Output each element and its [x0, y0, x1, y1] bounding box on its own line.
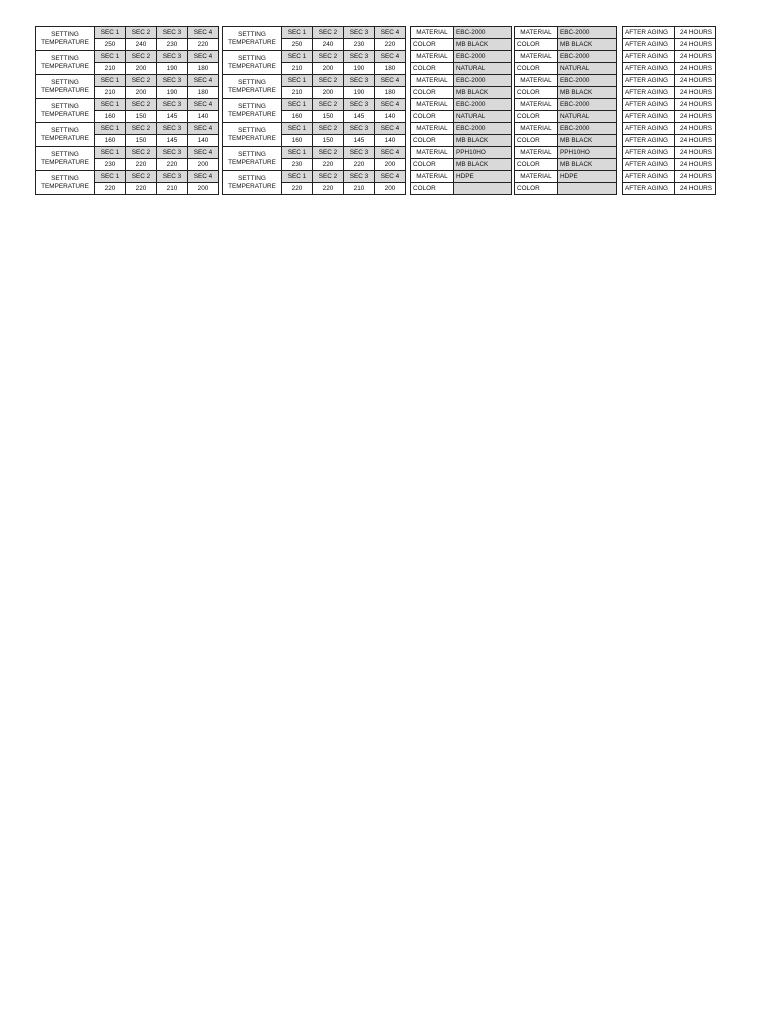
- sec-1-header: SEC 1: [95, 27, 126, 39]
- sec-4-header: SEC 4: [375, 27, 406, 39]
- sec-2-header: SEC 2: [126, 27, 157, 39]
- material-label: MATERIAL: [515, 171, 558, 183]
- sec-1-temp: 230: [95, 159, 126, 171]
- sec-2-temp: 220: [313, 183, 344, 195]
- color-label: COLOR: [411, 63, 454, 75]
- setting-temperature-table-b: [222, 170, 405, 193]
- after-aging-label: AFTER AGING: [623, 159, 675, 171]
- sec-4-header: SEC 4: [188, 147, 219, 159]
- after-aging-label: AFTER AGING: [623, 171, 675, 183]
- sec-4-header: SEC 4: [188, 123, 219, 135]
- setting-temperature-label: SETTING TEMPERATURE: [223, 171, 282, 195]
- material-label: MATERIAL: [515, 51, 558, 63]
- setting-temperature-label: SETTING TEMPERATURE: [223, 123, 282, 147]
- color-value: MB BLACK: [454, 39, 512, 51]
- after-aging-table: [622, 50, 716, 73]
- material-label: MATERIAL: [411, 51, 454, 63]
- sec-1-header: SEC 1: [282, 171, 313, 183]
- sec-1-temp: 250: [282, 39, 313, 51]
- after-aging-label: AFTER AGING: [623, 63, 675, 75]
- color-label: COLOR: [411, 87, 454, 99]
- material-table-b: [514, 26, 617, 49]
- sec-4-temp: 220: [375, 39, 406, 51]
- setting-temperature-table-a: [35, 50, 218, 73]
- sec-1-header: SEC 1: [282, 99, 313, 111]
- sec-4-header: SEC 4: [188, 99, 219, 111]
- sec-3-header: SEC 3: [344, 27, 375, 39]
- sec-1-temp: 160: [95, 135, 126, 147]
- sec-3-temp: 230: [157, 39, 188, 51]
- material-value: EBC-2000: [454, 123, 512, 135]
- aging-hours: 24 HOURS: [675, 171, 716, 183]
- material-value: PPH10HO: [558, 147, 617, 159]
- setting-temperature-label: SETTING TEMPERATURE: [223, 147, 282, 171]
- aging-hours: 24 HOURS: [675, 63, 716, 75]
- sec-4-temp: 140: [188, 135, 219, 147]
- setting-temperature-label: SETTING TEMPERATURE: [36, 99, 95, 123]
- aging-hours: 24 HOURS: [675, 51, 716, 63]
- after-aging-label: AFTER AGING: [623, 183, 675, 195]
- sec-2-temp: 200: [313, 87, 344, 99]
- sec-1-header: SEC 1: [282, 75, 313, 87]
- material-value: EBC-2000: [454, 27, 512, 39]
- setting-temperature-table-a: [35, 122, 218, 145]
- after-aging-table: [622, 26, 716, 49]
- sec-3-temp: 220: [157, 159, 188, 171]
- sec-1-header: SEC 1: [95, 171, 126, 183]
- sec-2-header: SEC 2: [126, 123, 157, 135]
- process-settings-sheet: [35, 26, 716, 194]
- after-aging-label: AFTER AGING: [623, 39, 675, 51]
- sec-3-header: SEC 3: [344, 123, 375, 135]
- sec-1-temp: 250: [95, 39, 126, 51]
- after-aging-label: AFTER AGING: [623, 135, 675, 147]
- color-value: MB BLACK: [558, 39, 617, 51]
- sec-3-temp: 190: [157, 63, 188, 75]
- after-aging-label: AFTER AGING: [623, 87, 675, 99]
- sec-1-temp: 160: [95, 111, 126, 123]
- material-label: MATERIAL: [411, 171, 454, 183]
- material-value: EBC-2000: [558, 27, 617, 39]
- material-label: MATERIAL: [411, 99, 454, 111]
- material-table-b: [514, 74, 617, 97]
- sec-1-header: SEC 1: [282, 51, 313, 63]
- aging-hours: 24 HOURS: [675, 75, 716, 87]
- color-label: COLOR: [515, 63, 558, 75]
- sec-4-temp: 200: [188, 159, 219, 171]
- color-label: COLOR: [411, 135, 454, 147]
- aging-hours: 24 HOURS: [675, 87, 716, 99]
- color-label: COLOR: [515, 135, 558, 147]
- material-label: MATERIAL: [515, 99, 558, 111]
- sec-2-temp: 240: [313, 39, 344, 51]
- sec-1-header: SEC 1: [95, 123, 126, 135]
- sec-3-temp: 145: [157, 111, 188, 123]
- after-aging-label: AFTER AGING: [623, 123, 675, 135]
- aging-hours: 24 HOURS: [675, 27, 716, 39]
- material-table-a: [410, 50, 512, 73]
- material-table-a: [410, 170, 512, 193]
- sec-4-header: SEC 4: [188, 75, 219, 87]
- setting-temperature-table-a: [35, 170, 218, 193]
- sec-1-temp: 160: [282, 135, 313, 147]
- color-value: NATURAL: [558, 111, 617, 123]
- sec-3-temp: 145: [344, 111, 375, 123]
- material-table-b: [514, 122, 617, 145]
- sec-2-header: SEC 2: [313, 123, 344, 135]
- setting-temperature-label: SETTING TEMPERATURE: [36, 147, 95, 171]
- sec-3-temp: 190: [344, 87, 375, 99]
- sec-1-header: SEC 1: [95, 147, 126, 159]
- sec-3-header: SEC 3: [157, 75, 188, 87]
- sec-3-header: SEC 3: [344, 147, 375, 159]
- sec-2-temp: 150: [126, 111, 157, 123]
- setting-temperature-table-b: [222, 146, 405, 169]
- sec-1-header: SEC 1: [282, 147, 313, 159]
- sec-3-header: SEC 3: [344, 75, 375, 87]
- material-label: MATERIAL: [411, 123, 454, 135]
- sec-2-header: SEC 2: [313, 27, 344, 39]
- after-aging-table: [622, 170, 716, 193]
- sec-4-header: SEC 4: [375, 51, 406, 63]
- sec-3-temp: 190: [344, 63, 375, 75]
- sec-4-temp: 140: [188, 111, 219, 123]
- material-label: MATERIAL: [515, 147, 558, 159]
- after-aging-label: AFTER AGING: [623, 75, 675, 87]
- material-label: MATERIAL: [411, 147, 454, 159]
- sec-4-temp: 180: [375, 87, 406, 99]
- material-value: EBC-2000: [454, 51, 512, 63]
- sec-1-header: SEC 1: [95, 99, 126, 111]
- sec-2-temp: 200: [126, 63, 157, 75]
- color-value: [454, 183, 512, 195]
- setting-temperature-label: SETTING TEMPERATURE: [223, 27, 282, 51]
- material-value: HDPE: [558, 171, 617, 183]
- sec-4-header: SEC 4: [375, 75, 406, 87]
- sec-1-temp: 210: [282, 87, 313, 99]
- aging-hours: 24 HOURS: [675, 99, 716, 111]
- material-value: EBC-2000: [454, 75, 512, 87]
- color-value: NATURAL: [454, 111, 512, 123]
- sec-1-header: SEC 1: [95, 51, 126, 63]
- sec-4-temp: 200: [375, 183, 406, 195]
- sec-1-header: SEC 1: [95, 75, 126, 87]
- sec-3-temp: 145: [157, 135, 188, 147]
- sec-2-header: SEC 2: [313, 147, 344, 159]
- sec-1-temp: 210: [95, 63, 126, 75]
- sec-4-header: SEC 4: [375, 123, 406, 135]
- sec-2-temp: 150: [126, 135, 157, 147]
- color-value: MB BLACK: [454, 159, 512, 171]
- sec-4-header: SEC 4: [188, 171, 219, 183]
- sec-2-temp: 220: [126, 159, 157, 171]
- sec-3-temp: 210: [157, 183, 188, 195]
- sec-4-temp: 200: [375, 159, 406, 171]
- color-label: COLOR: [411, 39, 454, 51]
- sec-3-temp: 220: [344, 159, 375, 171]
- material-table-b: [514, 50, 617, 73]
- setting-temperature-table-b: [222, 50, 405, 73]
- sec-3-header: SEC 3: [157, 147, 188, 159]
- sec-4-temp: 140: [375, 111, 406, 123]
- aging-hours: 24 HOURS: [675, 183, 716, 195]
- sec-2-header: SEC 2: [126, 99, 157, 111]
- setting-temperature-table-a: [35, 98, 218, 121]
- material-value: EBC-2000: [558, 99, 617, 111]
- material-label: MATERIAL: [515, 27, 558, 39]
- sec-2-temp: 220: [126, 183, 157, 195]
- sec-3-header: SEC 3: [344, 99, 375, 111]
- sec-2-header: SEC 2: [126, 51, 157, 63]
- after-aging-label: AFTER AGING: [623, 111, 675, 123]
- material-value: EBC-2000: [558, 123, 617, 135]
- sec-3-temp: 210: [344, 183, 375, 195]
- color-label: COLOR: [411, 183, 454, 195]
- sec-2-header: SEC 2: [313, 75, 344, 87]
- sec-4-header: SEC 4: [375, 99, 406, 111]
- sec-3-temp: 145: [344, 135, 375, 147]
- material-label: MATERIAL: [411, 27, 454, 39]
- sec-4-header: SEC 4: [375, 171, 406, 183]
- color-label: COLOR: [411, 159, 454, 171]
- sec-4-temp: 140: [375, 135, 406, 147]
- material-value: EBC-2000: [558, 51, 617, 63]
- material-label: MATERIAL: [515, 123, 558, 135]
- sec-4-temp: 180: [375, 63, 406, 75]
- sec-1-temp: 210: [282, 63, 313, 75]
- sec-2-temp: 150: [313, 135, 344, 147]
- after-aging-table: [622, 74, 716, 97]
- color-value: [558, 183, 617, 195]
- after-aging-label: AFTER AGING: [623, 51, 675, 63]
- sec-1-header: SEC 1: [282, 123, 313, 135]
- after-aging-label: AFTER AGING: [623, 147, 675, 159]
- sec-4-temp: 180: [188, 63, 219, 75]
- color-label: COLOR: [515, 111, 558, 123]
- after-aging-label: AFTER AGING: [623, 27, 675, 39]
- material-label: MATERIAL: [411, 75, 454, 87]
- sec-3-header: SEC 3: [157, 99, 188, 111]
- setting-temperature-label: SETTING TEMPERATURE: [36, 171, 95, 195]
- material-table-a: [410, 98, 512, 121]
- color-value: MB BLACK: [558, 87, 617, 99]
- sec-2-temp: 240: [126, 39, 157, 51]
- aging-hours: 24 HOURS: [675, 111, 716, 123]
- aging-hours: 24 HOURS: [675, 159, 716, 171]
- sec-2-header: SEC 2: [126, 75, 157, 87]
- setting-temperature-label: SETTING TEMPERATURE: [36, 27, 95, 51]
- after-aging-table: [622, 122, 716, 145]
- aging-hours: 24 HOURS: [675, 39, 716, 51]
- sec-4-temp: 200: [188, 183, 219, 195]
- setting-temperature-label: SETTING TEMPERATURE: [36, 123, 95, 147]
- sec-2-temp: 220: [313, 159, 344, 171]
- material-value: HDPE: [454, 171, 512, 183]
- material-value: EBC-2000: [454, 99, 512, 111]
- sec-3-header: SEC 3: [344, 51, 375, 63]
- material-label: MATERIAL: [515, 75, 558, 87]
- aging-hours: 24 HOURS: [675, 147, 716, 159]
- setting-temperature-table-b: [222, 74, 405, 97]
- material-table-a: [410, 26, 512, 49]
- setting-temperature-table-b: [222, 98, 405, 121]
- sec-4-header: SEC 4: [188, 51, 219, 63]
- sec-2-temp: 150: [313, 111, 344, 123]
- sec-3-header: SEC 3: [157, 27, 188, 39]
- sec-3-header: SEC 3: [157, 51, 188, 63]
- aging-hours: 24 HOURS: [675, 135, 716, 147]
- color-label: COLOR: [515, 159, 558, 171]
- sec-3-header: SEC 3: [157, 171, 188, 183]
- color-label: COLOR: [515, 39, 558, 51]
- material-table-b: [514, 98, 617, 121]
- sec-2-temp: 200: [313, 63, 344, 75]
- setting-temperature-table-b: [222, 122, 405, 145]
- sec-1-temp: 220: [95, 183, 126, 195]
- aging-hours: 24 HOURS: [675, 123, 716, 135]
- sec-2-header: SEC 2: [313, 171, 344, 183]
- color-value: MB BLACK: [454, 87, 512, 99]
- setting-temperature-table-b: [222, 26, 405, 49]
- sec-1-temp: 220: [282, 183, 313, 195]
- color-value: NATURAL: [558, 63, 617, 75]
- material-table-b: [514, 146, 617, 169]
- sec-1-temp: 230: [282, 159, 313, 171]
- sec-3-header: SEC 3: [157, 123, 188, 135]
- color-value: MB BLACK: [454, 135, 512, 147]
- sec-2-temp: 200: [126, 87, 157, 99]
- color-label: COLOR: [515, 87, 558, 99]
- material-table-b: [514, 170, 617, 193]
- after-aging-table: [622, 98, 716, 121]
- color-value: MB BLACK: [558, 135, 617, 147]
- sec-1-temp: 210: [95, 87, 126, 99]
- material-table-a: [410, 146, 512, 169]
- color-value: MB BLACK: [558, 159, 617, 171]
- after-aging-table: [622, 146, 716, 169]
- sec-4-header: SEC 4: [375, 147, 406, 159]
- after-aging-label: AFTER AGING: [623, 99, 675, 111]
- color-label: COLOR: [515, 183, 558, 195]
- setting-temperature-table-a: [35, 146, 218, 169]
- material-table-a: [410, 122, 512, 145]
- material-value: PPH10HO: [454, 147, 512, 159]
- setting-temperature-table-a: [35, 26, 218, 49]
- setting-temperature-label: SETTING TEMPERATURE: [36, 51, 95, 75]
- sec-4-temp: 220: [188, 39, 219, 51]
- sec-2-header: SEC 2: [313, 99, 344, 111]
- sec-3-temp: 190: [157, 87, 188, 99]
- sec-4-temp: 180: [188, 87, 219, 99]
- sec-2-header: SEC 2: [126, 171, 157, 183]
- sec-2-header: SEC 2: [126, 147, 157, 159]
- setting-temperature-label: SETTING TEMPERATURE: [223, 99, 282, 123]
- setting-temperature-table-a: [35, 74, 218, 97]
- color-label: COLOR: [411, 111, 454, 123]
- sec-4-header: SEC 4: [188, 27, 219, 39]
- sec-1-header: SEC 1: [282, 27, 313, 39]
- sec-3-temp: 230: [344, 39, 375, 51]
- material-value: EBC-2000: [558, 75, 617, 87]
- material-table-a: [410, 74, 512, 97]
- setting-temperature-label: SETTING TEMPERATURE: [223, 51, 282, 75]
- sec-2-header: SEC 2: [313, 51, 344, 63]
- setting-temperature-label: SETTING TEMPERATURE: [223, 75, 282, 99]
- sec-1-temp: 160: [282, 111, 313, 123]
- color-value: NATURAL: [454, 63, 512, 75]
- sec-3-header: SEC 3: [344, 171, 375, 183]
- setting-temperature-label: SETTING TEMPERATURE: [36, 75, 95, 99]
